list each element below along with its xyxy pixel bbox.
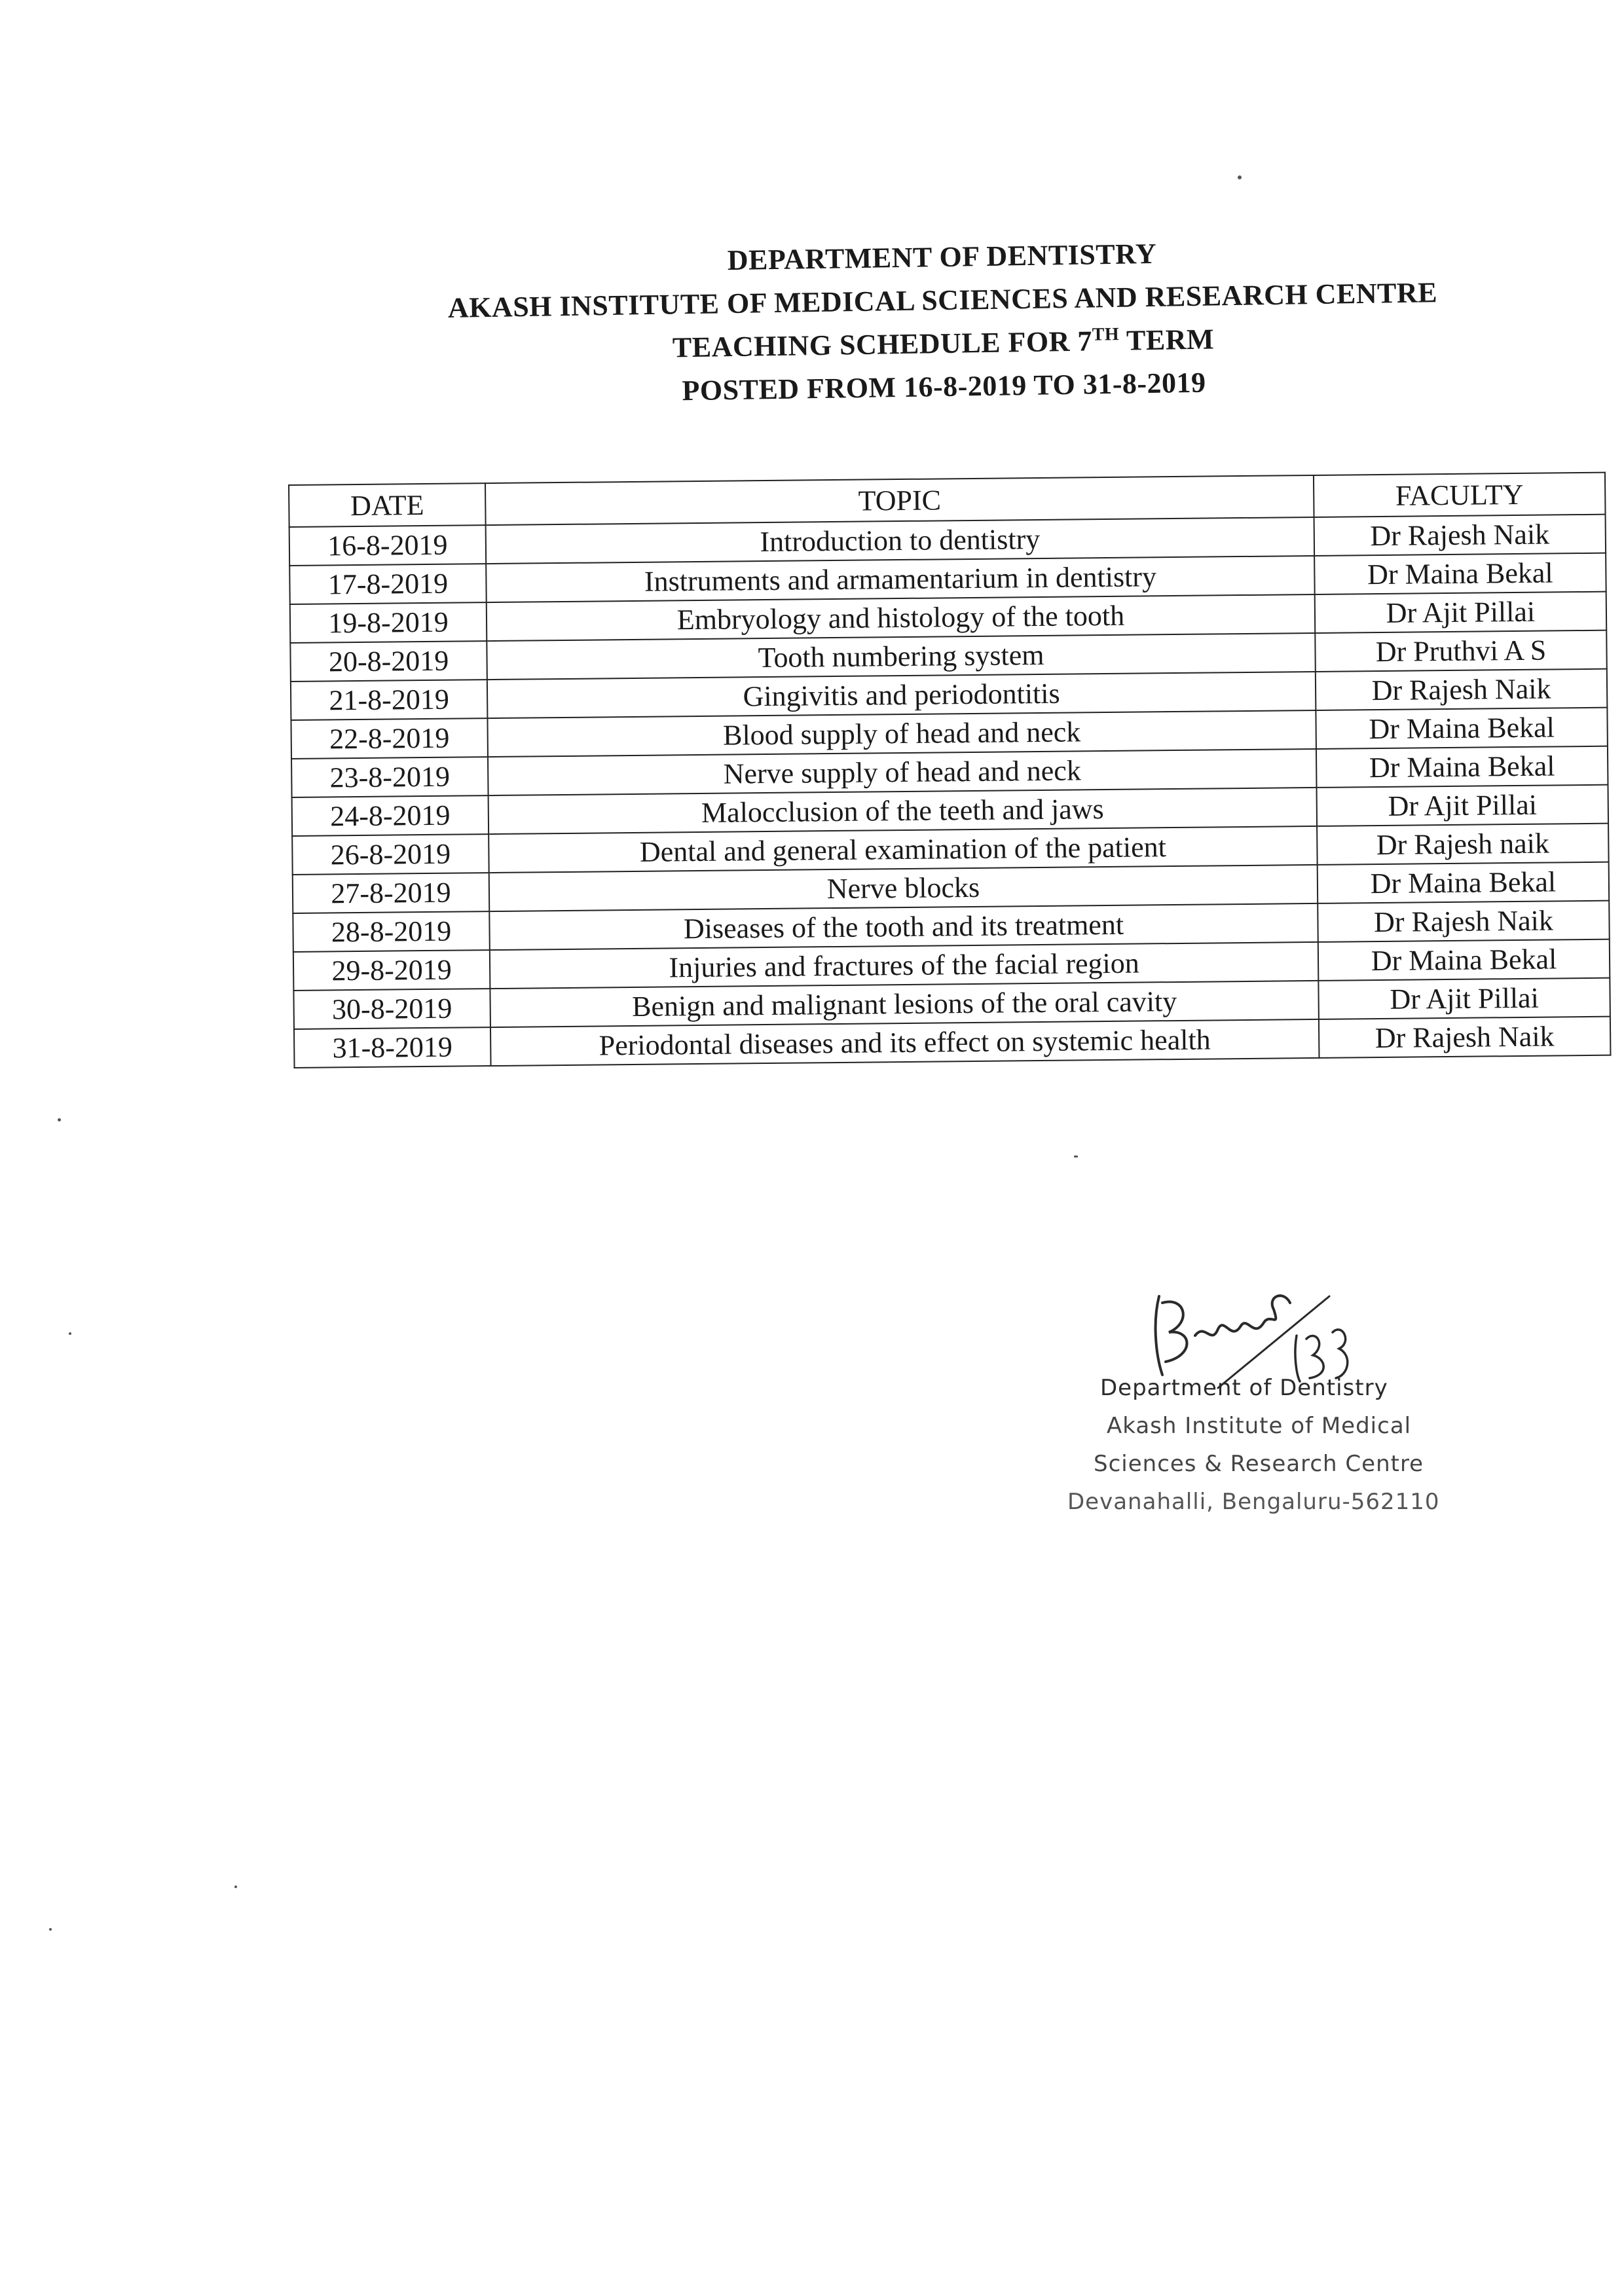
topic-cell: Diseases of the tooth and its treatment — [489, 903, 1318, 950]
faculty-cell: Dr Maina Bekal — [1318, 939, 1610, 981]
date-cell: 19-8-2019 — [290, 602, 487, 643]
faculty-cell: Dr Ajit Pillai — [1318, 978, 1610, 1019]
department-stamp — [1067, 1283, 1473, 1558]
faculty-cell: Dr Rajesh Naik — [1319, 1017, 1611, 1058]
faculty-cell: Dr Ajit Pillai — [1317, 785, 1609, 826]
stamp-address: Devanahalli, Bengaluru-562110 — [1067, 1489, 1440, 1515]
faculty-cell: Dr Rajesh naik — [1317, 824, 1609, 865]
date-cell: 30-8-2019 — [293, 989, 490, 1029]
column-header-topic: TOPIC — [485, 475, 1314, 525]
faculty-cell: Dr Rajesh Naik — [1314, 515, 1606, 556]
date-cell: 26-8-2019 — [292, 834, 489, 875]
faculty-cell: Dr Rajesh Naik — [1316, 669, 1608, 710]
institute-title: AKASH INSTITUTE OF MEDICAL SCIENCES AND RESEARCH CENTRE — [447, 276, 1438, 324]
topic-cell: Tooth numbering system — [487, 633, 1316, 680]
faculty-cell: Dr Maina Bekal — [1314, 553, 1606, 594]
scan-speck — [1074, 1156, 1078, 1157]
date-cell: 17-8-2019 — [289, 564, 487, 604]
faculty-cell: Dr Pruthvi A S — [1315, 630, 1607, 672]
department-title: DEPARTMENT OF DENTISTRY — [727, 237, 1157, 277]
date-cell: 22-8-2019 — [291, 718, 488, 759]
term-ordinal-suffix: TH — [1092, 324, 1120, 345]
topic-cell: Instruments and armamentarium in dentistry — [486, 556, 1315, 602]
topic-cell: Blood supply of head and neck — [487, 710, 1316, 757]
topic-cell: Injuries and fractures of the facial region — [490, 942, 1319, 989]
topic-cell: Periodontal diseases and its effect on systemic health — [490, 1019, 1320, 1066]
scan-speck — [234, 1886, 237, 1888]
date-cell: 21-8-2019 — [291, 680, 488, 720]
date-cell: 20-8-2019 — [290, 641, 487, 682]
topic-cell: Introduction to dentistry — [486, 517, 1315, 564]
teaching-schedule-table — [288, 472, 1611, 1068]
topic-cell: Nerve supply of head and neck — [488, 749, 1317, 795]
scan-speck — [1238, 175, 1242, 179]
faculty-cell: Dr Maina Bekal — [1316, 708, 1608, 749]
topic-cell: Benign and malignant lesions of the oral cavity — [490, 981, 1319, 1027]
date-cell: 28-8-2019 — [293, 911, 490, 952]
topic-cell: Gingivitis and periodontitis — [487, 672, 1316, 718]
document-header — [326, 226, 1560, 418]
schedule-title-text: TEACHING SCHEDULE FOR 7 — [672, 325, 1093, 364]
stamp-institute-continued: Sciences & Research Centre — [1094, 1451, 1424, 1477]
faculty-cell: Dr Ajit Pillai — [1315, 592, 1607, 633]
topic-cell: Dental and general examination of the patient — [489, 826, 1318, 873]
faculty-cell: Dr Maina Bekal — [1318, 862, 1610, 903]
topic-cell: Malocclusion of the teeth and jaws — [489, 788, 1318, 834]
topic-cell: Embryology and histology of the tooth — [487, 594, 1316, 641]
column-header-date: DATE — [289, 483, 486, 527]
date-cell: 27-8-2019 — [293, 873, 490, 913]
column-header-faculty: FACULTY — [1314, 473, 1606, 517]
faculty-cell: Dr Maina Bekal — [1316, 746, 1608, 788]
schedule-table-wrapper — [288, 472, 1610, 1068]
stamp-institute: Akash Institute of Medical — [1107, 1413, 1412, 1439]
posting-period: POSTED FROM 16-8-2019 TO 31-8-2019 — [682, 366, 1206, 407]
scan-speck — [49, 1928, 52, 1931]
schedule-title-term: TERM — [1118, 323, 1215, 357]
scan-speck — [69, 1332, 71, 1335]
faculty-cell: Dr Rajesh Naik — [1318, 901, 1610, 942]
date-cell: 24-8-2019 — [292, 795, 489, 836]
scan-speck — [58, 1118, 61, 1121]
topic-cell: Nerve blocks — [489, 865, 1318, 911]
date-cell: 31-8-2019 — [294, 1027, 491, 1068]
date-cell: 23-8-2019 — [291, 757, 489, 797]
date-cell: 29-8-2019 — [293, 950, 490, 991]
date-cell: 16-8-2019 — [289, 525, 487, 566]
stamp-department: Department of Dentistry — [1100, 1375, 1388, 1401]
